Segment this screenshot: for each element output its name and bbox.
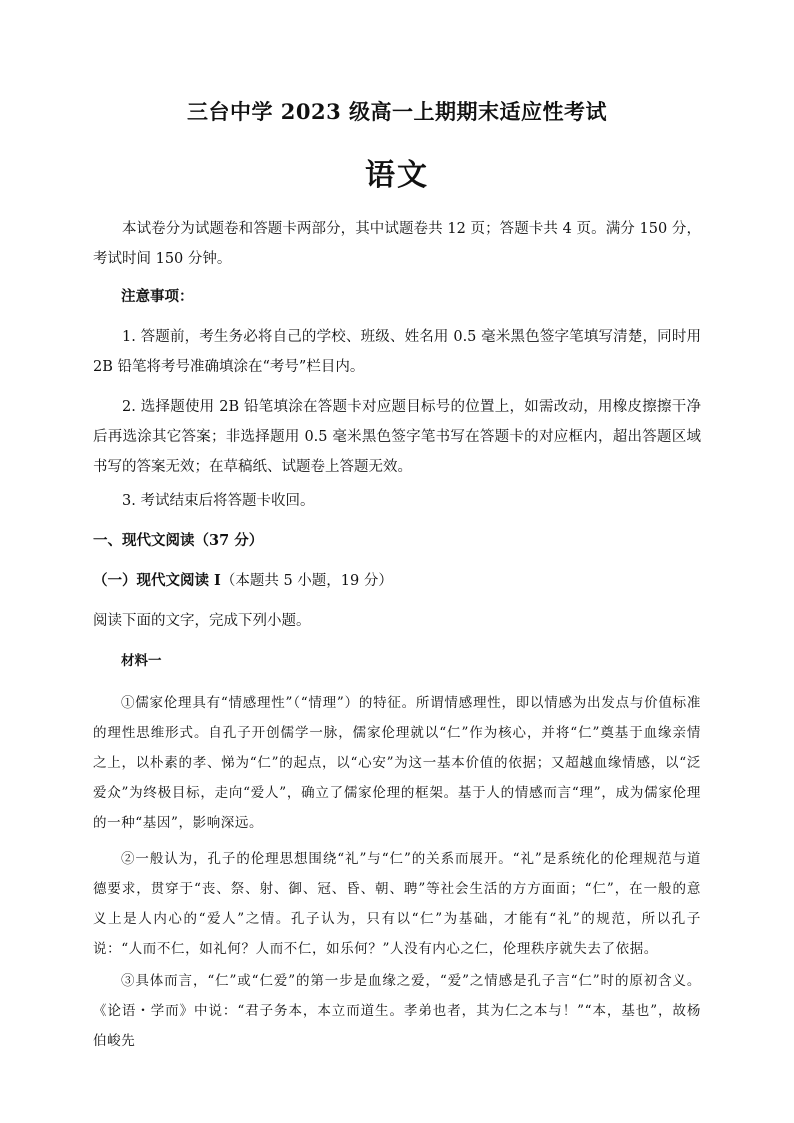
- exam-title: 三台中学 2023 级高一上期期末适应性考试: [186, 99, 608, 124]
- notes-heading: 注意事项：: [121, 288, 194, 305]
- subsection-heading: [93, 566, 701, 596]
- section-heading: 一、现代文阅读（37 分）: [93, 532, 264, 549]
- intro-paragraph: 本试卷分为试题卷和答题卡两部分，其中试题卷共 12 页；答题卡共 4 页。满分 150 分，考试时间 150 分钟。: [93, 221, 701, 267]
- subject-title: 语文: [365, 158, 429, 193]
- note-item-2: 2. 选择题使用 2B 铅笔填涂在答题卡对应题目标号的位置上，如需改动，用橡皮擦擦干净后再选涂其它答案；非选择题用 0.5 毫米黑色签字笔书写在答题卡的对应框内，超出答题区域书写的答案无效；在草稿纸、试题卷上答题无效。: [93, 399, 701, 475]
- subsection-note: （本题共 5 小题，19 分）: [220, 573, 393, 589]
- material-paragraph-1: ①儒家伦理具有“情感理性”（“情理”）的特征。所谓情感理性，即以情感为出发点与价值标准的理性思维形式。自孔子开创儒学一脉，儒家伦理就以“仁”作为核心，并将“仁”奠基于血缘亲情之上，以朴素的孝、悌为“仁”的起点，以“心安”为这一基本价值的依据；又超越血缘情感，以“泛爱众”为终极目标，走向“爱人”，确立了儒家伦理的框架。基于人的情感而言“理”，成为儒家伦理的一种“基因”，影响深远。: [93, 695, 701, 831]
- note-item-3: 3. 考试结束后将答题卡收回。: [122, 493, 315, 509]
- subsection-title: （一）现代文阅读 I: [93, 572, 221, 589]
- material-paragraph-3: ③具体而言，“仁”或“仁爱”的第一步是血缘之爱，“爱”之情感是孔子言“仁”时的原初含义。《论语・学而》中说：“君子务本，本立而道生。孝弟也者，其为仁之本与！”“本，基也”，故杨伯峻先: [93, 973, 701, 1049]
- instruction-text: 阅读下面的文字，完成下列小题。: [93, 613, 311, 629]
- note-item-1: 1. 答题前，考生务必将自己的学校、班级、姓名用 0.5 毫米黑色签字笔填写清楚，同时用 2B 铅笔将考号准确填涂在“考号”栏目内。: [93, 329, 701, 375]
- material-paragraph-2: ②一般认为，孔子的伦理思想围绕“礼”与“仁”的关系而展开。“礼”是系统化的伦理规范与道德要求，贯穿于“丧、祭、射、御、冠、昏、朝、聘”等社会生活的方方面面；“仁”，在一般的意义上是人内心的“爱人”之情。孔子认为，只有以“仁”为基础，才能有“礼”的规范，所以孔子说：“人而不仁，如礼何？人而不仁，如乐何？”人没有内心之仁，伦理秩序就失去了依据。: [93, 851, 701, 957]
- material-label: 材料一: [121, 653, 162, 669]
